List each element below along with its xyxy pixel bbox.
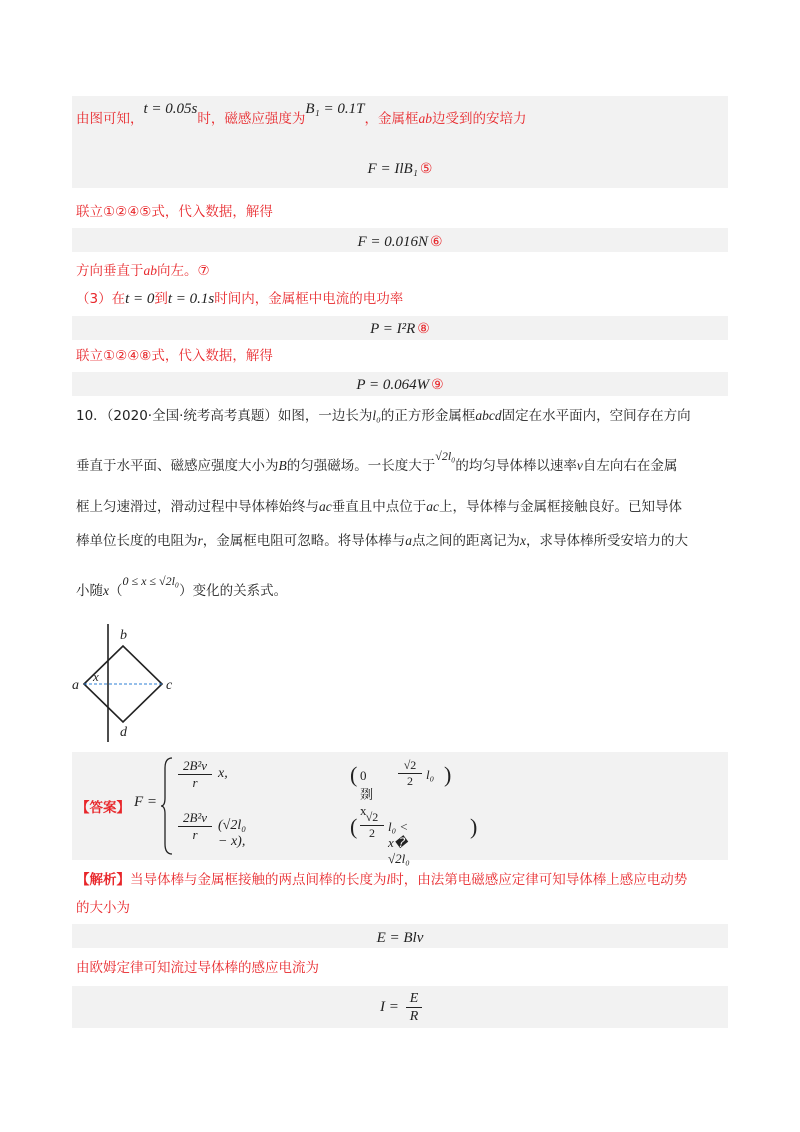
answer-F: F =: [134, 794, 158, 810]
analysis-line-3: 由欧姆定律可知流过导体棒的感应电流为: [76, 960, 319, 976]
var-B: B: [278, 458, 287, 473]
range-expression: 0 ≤ x ≤ √2l₀: [122, 574, 180, 588]
equation-8: [72, 318, 728, 338]
equation-number: ⑤: [419, 161, 433, 177]
var-l0: l₀: [372, 408, 381, 423]
time-start: t = 0: [125, 291, 155, 307]
question-10-line-2: [76, 449, 678, 475]
text: 棒单位长度的电阻为: [76, 533, 198, 549]
var-a: a: [405, 533, 413, 548]
paren-close: ): [470, 814, 478, 839]
text: 时，由法第电磁感应定律可知导体棒上感应电动势: [390, 872, 688, 888]
paren-open: (: [350, 762, 358, 787]
text: 边受到的安培力: [431, 111, 527, 127]
case-1-tail: x,: [218, 766, 228, 781]
var-l: l: [386, 872, 391, 887]
paren-close: ): [444, 762, 452, 787]
label-x: x: [93, 669, 99, 684]
case-2-tail: (√2l₀ − x),: [218, 818, 247, 849]
frac-num: √2: [398, 758, 422, 774]
text: 垂直于水平面、磁感应强度大小为: [76, 458, 279, 474]
equation-expr: P = I²R: [370, 321, 416, 337]
solution-line-4: [76, 290, 403, 308]
var-v: v: [576, 458, 583, 473]
solution-line-3: [76, 262, 210, 280]
analysis-line-1: [76, 871, 687, 889]
length-expression: √2l₀: [435, 449, 456, 463]
question-10-line-4: [76, 532, 688, 550]
text: ）变化的关系式。: [179, 583, 288, 599]
question-10-line-1: [76, 407, 691, 425]
case-2-cond-tail: l₀ < x� √2l₀: [388, 819, 410, 866]
text: ，求导体棒所受安培力的大: [526, 533, 689, 549]
equation-6: [72, 231, 728, 251]
text: 时，磁感应强度为: [197, 111, 306, 127]
case-1-cond-l: l₀: [426, 767, 435, 782]
equation-expr: E = Blv: [376, 930, 424, 946]
var-ac: ac: [426, 499, 439, 514]
case-1-cond-a: 0剟x: [360, 768, 374, 818]
text: 方向垂直于: [76, 263, 144, 279]
frac-den: 2: [369, 826, 375, 840]
time-expression: t = 0.05s: [143, 101, 198, 117]
text: （3）在: [76, 291, 126, 307]
label-d: d: [120, 725, 127, 740]
text: ，金属框: [364, 111, 419, 127]
var-ab: ab: [418, 111, 432, 126]
equation-9: [72, 374, 728, 394]
equation-number: ⑧: [417, 321, 430, 337]
equation-number: ⑥: [429, 234, 443, 250]
text: 的正方形金属框: [380, 408, 476, 424]
var-abcd: abcd: [475, 408, 502, 423]
analysis-line-2: 的大小为: [76, 900, 130, 916]
answer-tag: 【答案】: [76, 800, 130, 816]
text: 点之间的距离记为: [412, 533, 521, 549]
solution-line-1: [76, 101, 527, 128]
label-b: b: [120, 628, 127, 643]
analysis-tag: 【解析】: [76, 872, 130, 888]
frac-den: r: [192, 775, 198, 790]
frac-num: 2B²v: [178, 758, 212, 775]
text: 向左。⑦: [157, 263, 210, 279]
frac-num: 2B²v: [178, 810, 212, 827]
equation-E: [72, 927, 728, 947]
frac-den: r: [192, 827, 198, 842]
text: 当导体棒与金属框接触的两点间棒的长度为: [130, 872, 387, 888]
text: 由图可知，: [76, 111, 144, 127]
text: 到: [154, 291, 168, 307]
text: 框上匀速滑过，滑动过程中导体棒始终与: [76, 499, 319, 515]
text: 时间内，金属框中电流的电功率: [214, 291, 404, 307]
equation-expr: F = 0.016N: [357, 234, 428, 250]
question-10-line-5: [76, 574, 288, 600]
paren-open: (: [350, 814, 358, 839]
field-expression: B₁ = 0.1T: [305, 101, 365, 117]
solution-line-5: 联立①②④⑧式，代入数据，解得: [76, 348, 273, 364]
text: 的匀强磁场。一长度大于: [286, 458, 436, 474]
var-x: x: [103, 583, 109, 598]
var-ac: ac: [319, 499, 332, 514]
text: 上，导体棒与金属框接触良好。已知导体: [439, 499, 682, 515]
time-end: t = 0.1s: [167, 291, 215, 307]
left-brace: [160, 756, 174, 856]
text: （: [109, 583, 123, 599]
equation-5: [72, 158, 728, 178]
equation-I: [380, 990, 440, 1026]
frac-num: √2: [360, 810, 384, 826]
question-10-line-3: [76, 498, 682, 516]
square-frame-diagram: [62, 620, 202, 750]
equation-lhs: I =: [380, 999, 399, 1015]
text: 小随: [76, 583, 103, 599]
equation-expr: P = 0.064W: [356, 377, 430, 393]
solution-line-2: 联立①②④⑤式，代入数据，解得: [76, 204, 273, 220]
answer-block: [76, 752, 726, 866]
text: 的均匀导体棒以速率: [455, 458, 577, 474]
frac-den: 2: [407, 774, 413, 788]
var-r: r: [197, 533, 203, 548]
var-x: x: [520, 533, 527, 548]
label-a: a: [72, 678, 79, 693]
var-ab: ab: [143, 263, 157, 278]
text: 自左向右在金属: [582, 458, 678, 474]
frac-den: R: [409, 1009, 419, 1024]
equation-number: ⑨: [431, 377, 444, 393]
text: 10．（2020·全国·统考高考真题）如图，一边长为: [76, 408, 373, 424]
text: 固定在水平面内，空间存在方向: [501, 408, 691, 424]
label-c: c: [166, 678, 173, 693]
frac-num: E: [406, 990, 422, 1008]
text: 垂直且中点位于: [331, 499, 427, 515]
text: ，金属框电阻可忽略。将导体棒与: [202, 533, 406, 549]
equation-expr: F = IlB₁: [367, 161, 418, 177]
